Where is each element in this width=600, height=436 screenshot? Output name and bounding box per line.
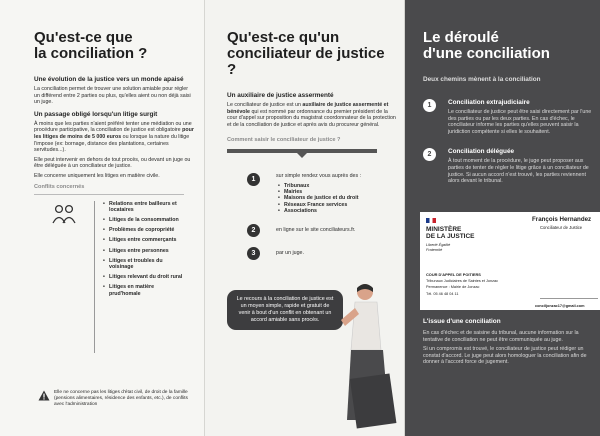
step-text: par un juge. [276, 250, 304, 257]
list-item: • Litiges entre personnes [103, 248, 183, 254]
list-item: • Mairies [278, 189, 361, 195]
step-list [278, 183, 361, 214]
list-item: • Litiges relevant du droit rural [103, 274, 183, 280]
path-number: 1 [423, 99, 436, 112]
issue-text: Si un compromis est trouvé, le conciliateur de justice peut rédiger un constat d'accord. Le juge peut alors homologuer la conciliation afin de donner à l'accord force de jugement. [423, 346, 587, 366]
section-text-auxiliaire: Le conciliateur de justice est un auxiliaire de justice assermenté et bénévole qui est nommé par ordonnance du premier président de la cour d'appel sur proposition du magistrat coordonnateur de la protection et de la conciliation de justice et après avis du procureur général. [227, 102, 396, 128]
path-text: À tout moment de la procédure, le juge peut proposer aux parties de tenter de régler le litige grâce à un conciliateur de justice. Si aucun accord n'est trouvé, les parties reviennent alors devant le tribunal. [448, 158, 589, 185]
card-phone: Tél. 05 46 48 04 11 [426, 292, 459, 296]
card-court: COUR D'APPEL DE POITIERS [426, 272, 481, 277]
section-text-passage: À moins que les parties n'aient préféré tenter une médiation ou une procédure participative, la conciliation de justice est obligatoire pour les litiges de moins de 5 000 euros ou lorsque la nature du litige l'impose (ex: bornage, distance des plantations, certaines servitudes...). [34, 120, 194, 154]
step-number: 2 [247, 224, 260, 237]
path-2 [423, 148, 592, 187]
card-email: conciljonzac17@gmail.com [535, 304, 585, 308]
note-block [38, 390, 198, 411]
path-title: Conciliation déléguée [448, 148, 515, 156]
step-2 [227, 224, 396, 237]
step-text: en ligne sur le site conciliateurs.fr. [276, 227, 356, 234]
section-text-procedure: Elle peut intervenir en dehors de tout procès, ou devant un juge ou être déléguée à un conciliateur de justice. [34, 156, 191, 170]
step-number: 3 [247, 247, 260, 260]
divider [34, 194, 184, 195]
path-title: Conciliation extrajudiciaire [448, 99, 530, 106]
person-illustration [335, 280, 400, 430]
list-item: • Litiges entre commerçants [103, 237, 183, 243]
card-signature-line [540, 298, 598, 299]
list-item: • Réseaux France services [278, 202, 361, 208]
path-text: Le conciliateur de justice peut être saisi directement par l'une des parties ou par les deux parties. En cas d'échec, le conciliateur informe les parties qu'elles peuvent saisir la juridiction compétente si elles le souhaitent. [448, 109, 592, 135]
panel2-title: Qu'est-ce qu'un conciliateur de justice ? [227, 29, 385, 78]
panel1-title: Qu'est-ce que la conciliation ? [34, 29, 148, 62]
card-tribunal: Tribunaux Judiciaires de Saintes et Jonzac [426, 279, 499, 283]
business-card [420, 212, 600, 310]
warning-icon [38, 390, 50, 401]
panel3-subtitle: Deux chemins mènent à la conciliation [423, 76, 541, 83]
issue-block [423, 318, 591, 369]
issue-text: En cas d'échec et de saisine du tribunal, aucune information sur la tentative de conciliation ne peut être communiquée au juge. [423, 330, 579, 343]
card-name: François Hernandez [532, 216, 592, 223]
list-item: • Litiges en matière prud'homale [103, 284, 183, 296]
card-permanence: Permanence : Mairie de Jonzac [426, 285, 480, 289]
quote-bubble: Le recours à la conciliation de justice est un moyen simple, rapide et gratuit de venir à bout d'un conflit en obtenant un accord amiable sans procès. [227, 290, 343, 330]
divider [227, 149, 377, 153]
section-text-civil: Elle concerne uniquement les litiges en matière civile. [34, 172, 160, 179]
path-number: 2 [423, 148, 436, 161]
section-text-evolution: La conciliation permet de trouver une solution amiable pour régler un différend entre 2 parties ou plus, qu'elles aient ou non déjà saisi un juge. [34, 86, 191, 106]
list-item: • Tribunaux [278, 183, 361, 189]
people-icon [51, 203, 77, 225]
step-text: sur simple rendez vous auprès des : [276, 173, 362, 180]
list-item: • Associations [278, 208, 361, 214]
list-item: • Problèmes de copropriété [103, 227, 183, 233]
flag-logo [426, 218, 436, 223]
panel-deroule [405, 0, 600, 436]
issue-title: L'issue d'une conciliation [423, 318, 501, 325]
panel3-title: Le déroulé d'une conciliation [423, 29, 550, 62]
list-item: • Litiges de la consommation [103, 217, 183, 223]
list-item: • Relations entre bailleurs et locataires [103, 201, 183, 213]
conflicts-label: Conflits concernés [34, 183, 85, 190]
path-1 [423, 99, 592, 138]
how-title: Comment saisir le conciliateur de justice ? [227, 137, 341, 144]
step-3 [227, 247, 396, 260]
list-item: • Litiges et troubles du voisinage [103, 258, 183, 270]
card-role: Conciliateur de Justice [540, 225, 583, 230]
panel-conciliation [0, 0, 205, 436]
card-motto: Liberté Égalité Fraternité [426, 243, 451, 252]
panel-conciliateur [205, 0, 405, 436]
conflicts-block [34, 201, 194, 353]
section-title-auxiliaire: Un auxiliaire de justice assermenté [227, 92, 334, 99]
conflicts-list [95, 201, 183, 353]
note-text: Elle ne concerne pas les litiges d'état civil, de droit de la famille (pensions alimentaires, résidence des enfants, etc.), de conflits avec l'administration [54, 390, 188, 407]
section-title-passage: Un passage obligé lorsqu'un litige surgit [34, 110, 158, 118]
card-ministry: MINISTÈRE DE LA JUSTICE [426, 226, 475, 240]
list-item: • Maisons de justice et du droit [278, 195, 361, 201]
section-title-evolution: Une évolution de la justice vers un monde apaisé [34, 76, 184, 83]
people-area [34, 201, 95, 353]
step-number: 1 [247, 173, 260, 186]
step-1 [227, 173, 396, 214]
